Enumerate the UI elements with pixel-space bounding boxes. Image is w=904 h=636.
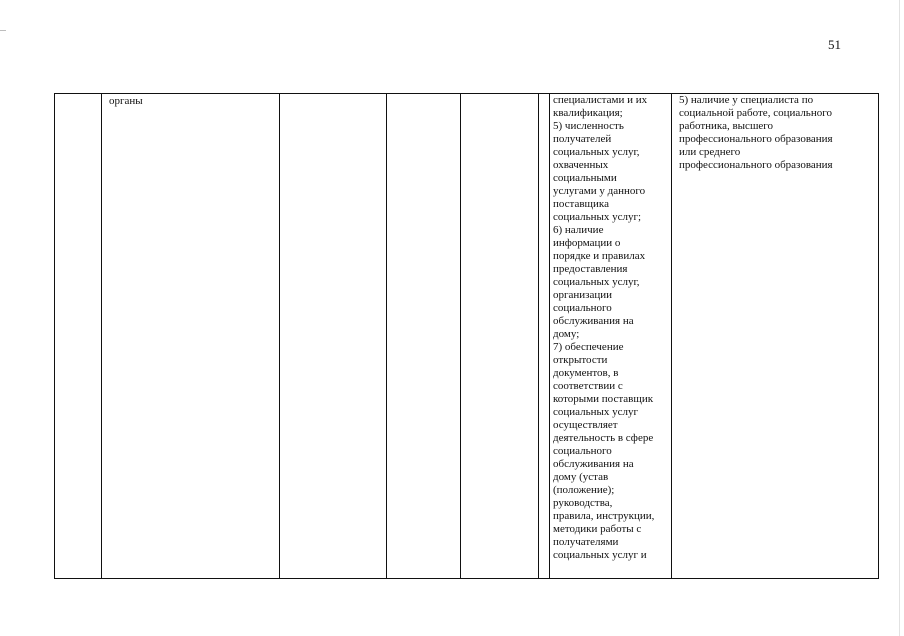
cell-text-organy: органы [109, 95, 143, 107]
cell-text-criteria: специалистами и их квалификация; 5) численность получателей социальных услуг, охваченных социальными услугами у данного поставщика социальных услуг; 6) наличие информации о порядке и правилах предоставления социальных услуг, организации социального обслуживания на дому; 7) обеспечение открытости документов, в соответствии с которыми поставщик социальных услуг осуществляет деятельность в сфере социального обслуживания на дому (устав (положение); руководства, правила, инструкции, методики работы с получателями социальных услуг и [553, 94, 655, 561]
table-row [55, 94, 879, 579]
document-table [54, 93, 879, 579]
page-number: 51 [828, 37, 841, 52]
table-cell-3 [280, 94, 387, 579]
table-cell-2 [102, 94, 280, 579]
table-cell-8 [672, 94, 879, 579]
right-edge-mark [899, 0, 900, 636]
table-cell-1 [55, 94, 102, 579]
cell-text-qualification: 5) наличие у специалиста по социальной работе, социального работника, высшего профессионального образования или среднего профессионального образования [679, 94, 833, 171]
table-cell-4 [387, 94, 461, 579]
table-cell-7 [550, 94, 672, 579]
table-cell-6 [539, 94, 550, 579]
left-edge-mark [0, 30, 6, 31]
table-cell-5 [461, 94, 539, 579]
